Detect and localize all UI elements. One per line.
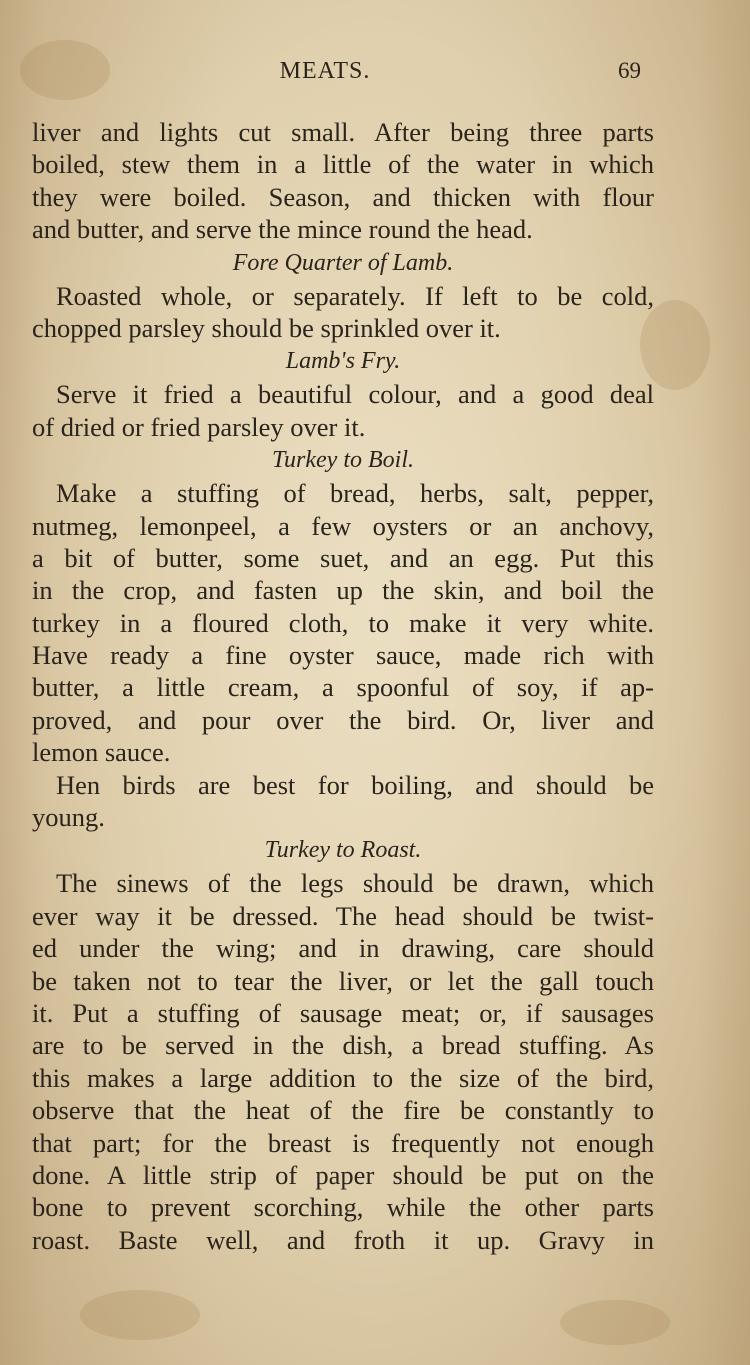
text-line: proved, and pour over the bird. Or, liver and: [32, 704, 654, 735]
page-number: 69: [618, 58, 641, 83]
text-line: it. Put a stuffing of sausage meat; or, if sausages: [32, 997, 654, 1028]
running-head: MEATS.: [279, 58, 371, 84]
text-line: lemon sauce.: [32, 737, 171, 768]
text-line: Have ready a fine oyster sauce, made rich with: [32, 640, 654, 671]
paper-stain: [560, 1300, 670, 1345]
text-line: Hen birds are best for boiling, and should be: [56, 769, 654, 800]
text-line: and butter, and serve the mince round the head.: [32, 214, 533, 245]
text-line: they were boiled. Season, and thicken with flour: [32, 181, 654, 212]
text-line: roast. Baste well, and froth it up. Gravy in: [32, 1224, 654, 1255]
text-line: observe that the heat of the fire be constantly to: [32, 1095, 654, 1126]
text-line: liver and lights cut small. After being three parts: [32, 117, 654, 147]
text-line: boiled, stew them in a little of the water in which: [32, 149, 654, 180]
text-line: ever way it be dressed. The head should be twist-: [32, 900, 654, 931]
text-line: butter, a little cream, a spoonful of soy, if ap-: [32, 672, 654, 703]
text-line: Make a stuffing of bread, herbs, salt, pepper,: [56, 478, 654, 509]
page-body: [32, 116, 654, 1256]
text-line: Serve it fried a beautiful colour, and a good deal: [56, 379, 654, 410]
text-line: young.: [32, 802, 105, 833]
text-line: in the crop, and fasten up the skin, and boil the: [32, 575, 654, 606]
recipe-heading: Lamb's Fry.: [285, 348, 401, 375]
text-line: bone to prevent scorching, while the other parts: [32, 1192, 654, 1223]
recipe-heading: Fore Quarter of Lamb.: [232, 249, 454, 276]
text-line: nutmeg, lemonpeel, a few oysters or an anchovy,: [32, 510, 654, 541]
text-line: this makes a large addition to the size of the bird,: [32, 1062, 654, 1093]
recipe-heading: Turkey to Boil.: [272, 447, 414, 474]
recipe-heading: Turkey to Roast.: [264, 837, 422, 864]
paper-stain: [80, 1290, 200, 1340]
text-line: The sinews of the legs should be drawn, which: [56, 868, 654, 899]
text-line: ed under the wing; and in drawing, care should: [32, 933, 654, 964]
text-line: turkey in a floured cloth, to make it very white.: [32, 607, 654, 638]
text-line: are to be served in the dish, a bread stuffing. As: [32, 1030, 654, 1061]
text-line: Roasted whole, or separately. If left to be cold,: [56, 280, 654, 311]
text-line: a bit of butter, some suet, and an egg. Put this: [32, 542, 654, 573]
text-line: chopped parsley should be sprinkled over it.: [32, 312, 501, 343]
page-header: [0, 58, 750, 92]
text-line: done. A little strip of paper should be put on the: [32, 1159, 654, 1190]
text-line: that part; for the breast is frequently not enough: [32, 1127, 654, 1158]
text-line: be taken not to tear the liver, or let the gall touch: [32, 965, 654, 996]
text-line: of dried or fried parsley over it.: [32, 411, 366, 442]
